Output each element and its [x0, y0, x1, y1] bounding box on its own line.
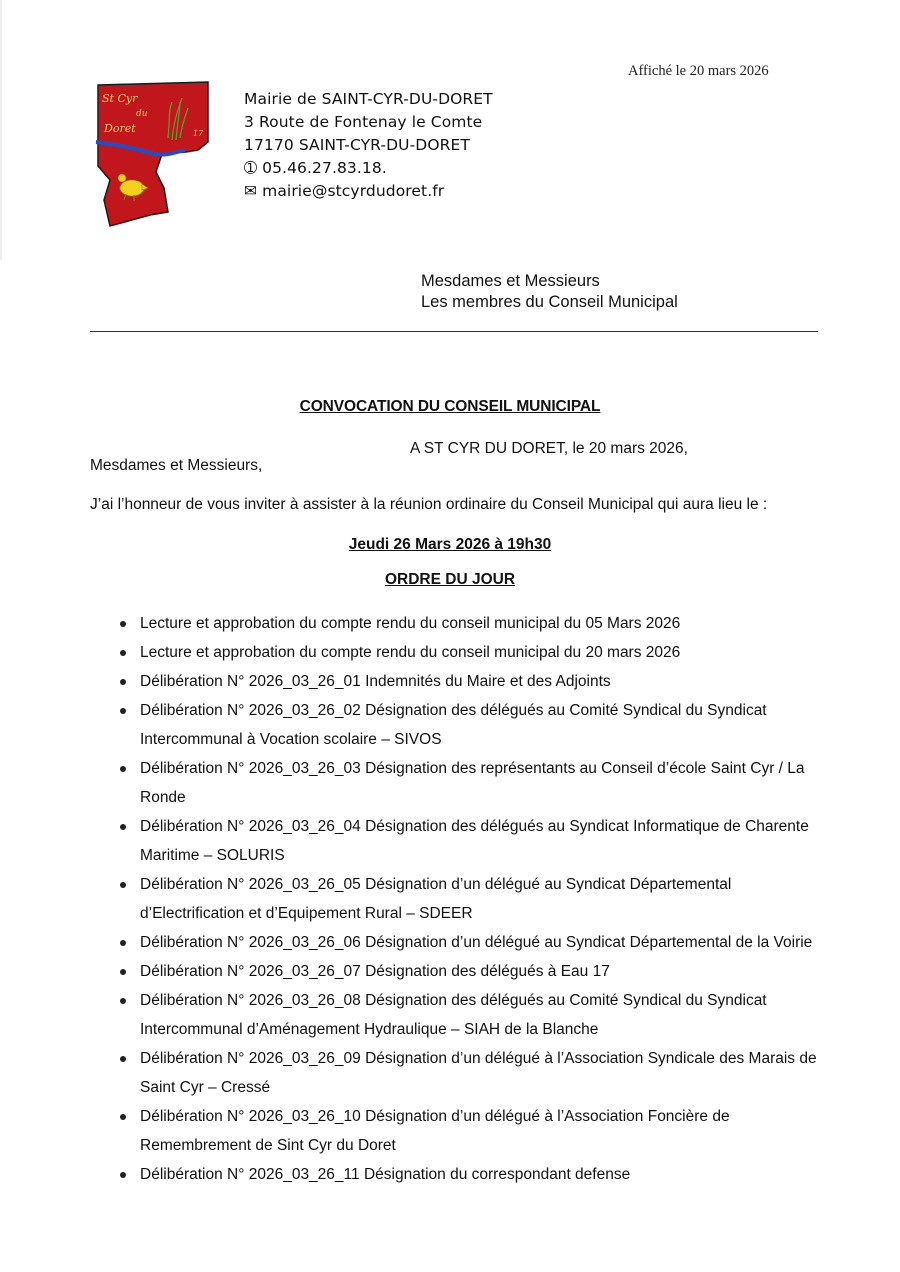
place-date: A ST CYR DU DORET, le 20 mars 2026,	[410, 440, 688, 457]
bullet-icon	[120, 650, 126, 656]
town-hall-name: Mairie de SAINT-CYR-DU-DORET	[244, 90, 493, 108]
bullet-icon	[120, 1114, 126, 1120]
agenda-item	[112, 870, 832, 928]
bullet-icon	[120, 940, 126, 946]
agenda-list	[112, 609, 832, 1189]
agenda-item	[112, 928, 832, 957]
bullet-icon	[120, 621, 126, 627]
agenda-item	[112, 638, 832, 667]
meeting-datetime: Jeudi 26 Mars 2026 à 19h30	[348, 536, 552, 553]
agenda-item	[112, 1044, 832, 1102]
addressee-block	[421, 271, 678, 313]
agenda-item-text: Délibération N° 2026_03_26_07 Désignation des délégués à Eau 17	[140, 963, 610, 980]
logo-text-doret: Doret	[104, 122, 136, 135]
agenda-title: ORDRE DU JOUR	[384, 571, 516, 588]
street-address: 3 Route de Fontenay le Comte	[244, 113, 483, 131]
agenda-item-text: Délibération N° 2026_03_26_10 Désignation d’un délégué à l’Association Foncière de Remembrement de Sint Cyr du Doret	[140, 1108, 730, 1154]
bullet-icon	[120, 1056, 126, 1062]
phone-line	[244, 157, 493, 180]
email-address[interactable]: mairie@stcyrdudoret.fr	[262, 182, 445, 200]
agenda-item	[112, 986, 832, 1044]
bullet-icon	[120, 679, 126, 685]
bullet-icon	[120, 766, 126, 772]
logo-text-du: du	[136, 109, 148, 119]
email-line	[244, 180, 493, 203]
agenda-item-text: Délibération N° 2026_03_26_03 Désignation des représentants au Conseil d’école Saint Cyr / La Ronde	[140, 760, 805, 806]
bullet-icon	[120, 998, 126, 1004]
postal-city: 17170 SAINT-CYR-DU-DORET	[244, 136, 470, 154]
bullet-icon	[120, 1172, 126, 1178]
addressee-line-1: Mesdames et Messieurs	[421, 272, 600, 290]
bullet-icon	[120, 824, 126, 830]
salutation: Mesdames et Messieurs,	[90, 457, 263, 474]
posted-notice: Affiché le 20 mars 2026	[628, 63, 769, 79]
agenda-item-text: Délibération N° 2026_03_26_06 Désignation d’un délégué au Syndicat Départemental de la Voirie	[140, 934, 813, 951]
envelope-icon: ✉	[244, 182, 258, 200]
agenda-item-text: Délibération N° 2026_03_26_02 Désignation des délégués au Comité Syndical du Syndicat Intercommunal à Vocation scolaire – SIVOS	[140, 702, 767, 748]
agenda-item-text: Lecture et approbation du compte rendu du conseil municipal du 05 Mars 2026	[140, 615, 681, 632]
agenda-item	[112, 609, 832, 638]
agenda-item-text: Délibération N° 2026_03_26_11 Désignation du correspondant defense	[140, 1166, 631, 1183]
commune-logo	[90, 80, 215, 230]
header-divider	[90, 331, 818, 332]
phone-icon: ➀	[244, 159, 258, 177]
agenda-item	[112, 812, 832, 870]
scan-edge	[0, 0, 2, 260]
bullet-icon	[120, 882, 126, 888]
document-title: CONVOCATION DU CONSEIL MUNICIPAL	[299, 398, 601, 415]
agenda-item-text: Délibération N° 2026_03_26_09 Désignation d’un délégué à l’Association Syndicale des Marais de Saint Cyr – Cressé	[140, 1050, 817, 1096]
agenda-item-text: Délibération N° 2026_03_26_04 Désignation des délégués au Syndicat Informatique de Charente Maritime – SOLURIS	[140, 818, 809, 864]
agenda-item-text: Délibération N° 2026_03_26_05 Désignation d’un délégué au Syndicat Départemental d’Electrification et d’Equipement Rural – SDEER	[140, 876, 732, 922]
agenda-item	[112, 754, 832, 812]
coat-of-arms-icon	[90, 80, 215, 230]
intro-paragraph: J’ai l’honneur de vous inviter à assister à la réunion ordinaire du Conseil Municipal qui aura lieu le :	[90, 496, 768, 513]
agenda-item	[112, 696, 832, 754]
agenda-item-text: Délibération N° 2026_03_26_08 Désignation des délégués au Comité Syndical du Syndicat Intercommunal d’Aménagement Hydraulique – SIAH de la Blanche	[140, 992, 767, 1038]
phone-number[interactable]: 05.46.27.83.18.	[262, 159, 387, 177]
addressee-line-2: Les membres du Conseil Municipal	[421, 293, 678, 311]
agenda-item	[112, 667, 832, 696]
letterhead	[244, 88, 493, 203]
logo-text-17: 17	[193, 129, 204, 138]
agenda-item-text: Lecture et approbation du compte rendu du conseil municipal du 20 mars 2026	[140, 644, 681, 661]
agenda-item	[112, 1102, 832, 1160]
bullet-icon	[120, 708, 126, 714]
agenda-item	[112, 957, 832, 986]
agenda-item-text: Délibération N° 2026_03_26_01 Indemnités du Maire et des Adjoints	[140, 673, 611, 690]
logo-text-st-cyr: St Cyr	[102, 92, 138, 105]
agenda-item	[112, 1160, 832, 1189]
bullet-icon	[120, 969, 126, 975]
